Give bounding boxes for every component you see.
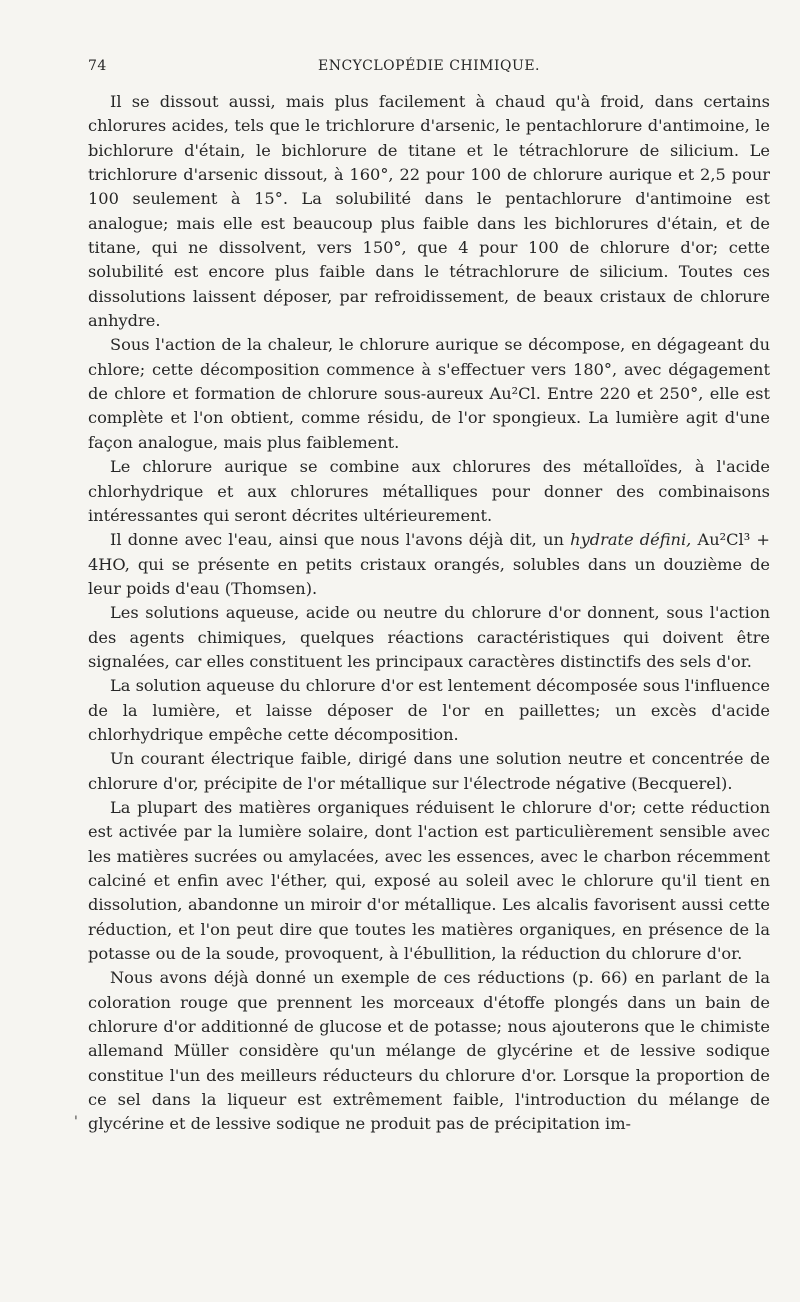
running-title: ENCYCLOPÉDIE CHIMIQUE. <box>318 58 540 74</box>
paragraph-4 <box>88 528 770 601</box>
running-head <box>88 58 770 90</box>
paragraph-9: Nous avons déjà donné un exemple de ces réductions (p. 66) en parlant de la coloration rouge que prennent les morceaux d'étoffe plongés dans un bain de chlorure d'or additionné de glucose et de potasse; nous ajouterons que le chimiste allemand Müller considère qu'un mélange de glycérine et de lessive sodique constitue l'un des meilleurs réducteurs du chlorure d'or. Lorsque la proportion de ce sel dans la liqueur est extrêmement faible, l'introduction du mélange de glycérine et de lessive sodique ne produit pas de précipitation im- <box>88 968 770 1134</box>
paragraph-5: Les solutions aqueuse, acide ou neutre du chlorure d'or donnent, sous l'action des agents chimiques, quelques réactions caractéristiques qui doivent être signalées, car elles constituent les principaux caractères distinctifs des sels d'or. <box>88 603 770 671</box>
paragraph-2: Sous l'action de la chaleur, le chlorure aurique se décompose, en dégageant du chlore; cette décomposition commence à s'effectuer vers 180°, avec dégagement de chlore et formation de chlorure sous-aureux Au²Cl. Entre 220 et 250°, elle est complète et l'on obtient, comme résidu, de l'or spongieux. La lumière agit d'une façon analogue, mais plus faiblement. <box>88 335 770 452</box>
paragraph-3: Le chlorure aurique se combine aux chlorures des métalloïdes, à l'acide chlorhydrique et aux chlorures métalliques pour donner des combinaisons intéressantes qui seront décrites ultérieurement. <box>88 457 770 525</box>
paragraph-1: Il se dissout aussi, mais plus facilement à chaud qu'à froid, dans certains chlorures acides, tels que le trichlorure d'arsenic, le pentachlorure d'antimoine, le bichlorure d'étain, le bichlorure de titane et le tétrachlorure de silicium. Le trichlorure d'arsenic dissout, à 160°, 22 pour 100 de chlorure aurique et 2,5 pour 100 seulement à 15°. La solubilité dans le pentachlorure d'antimoine est analogue; mais elle est beaucoup plus faible dans les bichlorures d'étain, et de titane, qui ne dissolvent, vers 150°, que 4 pour 100 de chlorure d'or; cette solubilité est encore plus faible dans le tétrachlorure de silicium. Toutes ces dissolutions laissent déposer, par refroidissement, de beaux cristaux de chlorure anhydre. <box>88 92 770 331</box>
margin-mark: ' <box>74 1114 78 1130</box>
paragraph-4-italic: hydrate défini, <box>570 530 692 550</box>
page <box>88 58 770 1137</box>
paragraph-6: La solution aqueuse du chlorure d'or est lentement décomposée sous l'influence de la lumière, et laisse déposer de l'or en paillettes; un excès d'acide chlorhydrique empêche cette décomposition. <box>88 676 770 744</box>
paragraph-7: Un courant électrique faible, dirigé dans une solution neutre et concentrée de chlorure d'or, précipite de l'or métallique sur l'électrode négative (Becquerel). <box>88 749 770 793</box>
paragraph-4-text-b: Au²Cl³ + 4HO, qui se présente en petits cristaux orangés, solubles dans un douzième de leur poids d'eau (Thomsen). <box>88 530 770 598</box>
page-number: 74 <box>88 58 107 74</box>
paragraph-4-text-a: Il donne avec l'eau, ainsi que nous l'avons déjà dit, un <box>110 530 571 550</box>
paragraph-8: La plupart des matières organiques réduisent le chlorure d'or; cette réduction est activée par la lumière solaire, dont l'action est particulièrement sensible avec les matières sucrées ou amylacées, avec les essences, avec le charbon récemment calciné et enfin avec l'éther, qui, exposé au soleil avec le chlorure qu'il tient en dissolution, abandonne un miroir d'or métallique. Les alcalis favorisent aussi cette réduction, et l'on peut dire que toutes les matières organiques, en présence de la potasse ou de la soude, provoquent, à l'ébullition, la réduction du chlorure d'or. <box>88 797 770 964</box>
